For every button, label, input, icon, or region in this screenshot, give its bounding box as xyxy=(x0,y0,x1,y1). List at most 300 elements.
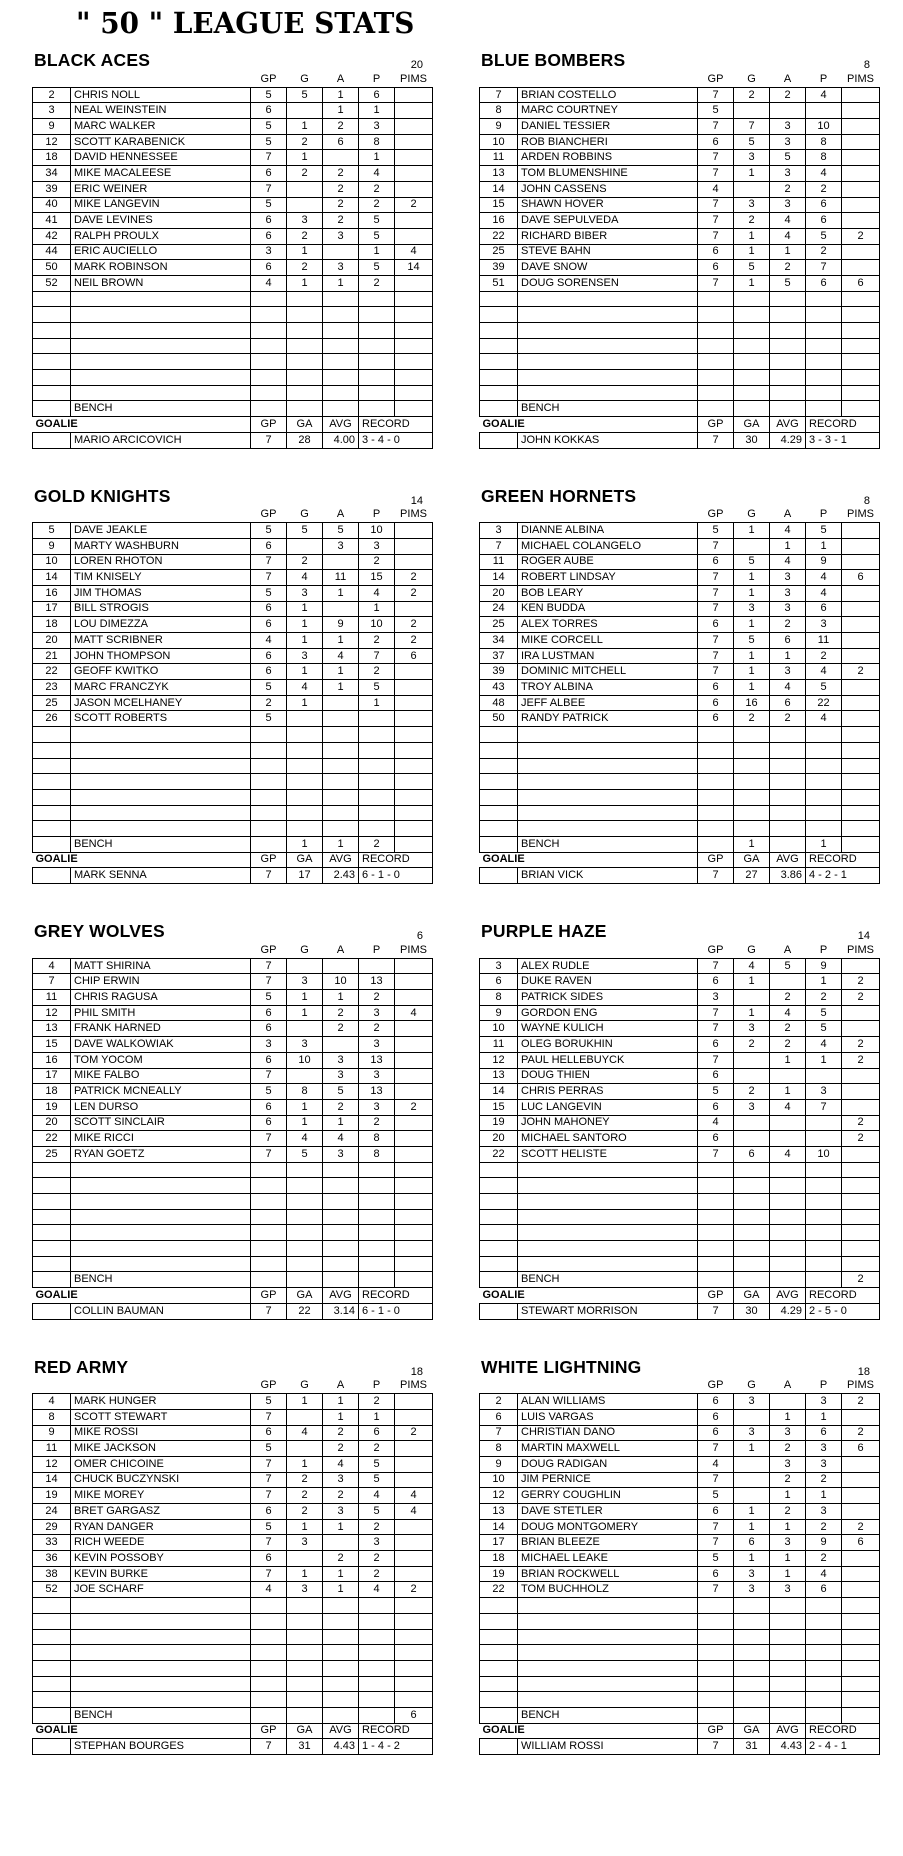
stat-pims-cell xyxy=(395,1598,433,1614)
player-number-cell xyxy=(480,1241,518,1257)
player-number-cell: 40 xyxy=(33,197,71,213)
goalie-label-cell: GOALIE xyxy=(482,853,525,866)
stat-a-cell: 2 xyxy=(770,260,806,276)
stat-p-cell: 2 xyxy=(359,1394,395,1410)
player-number-cell: 20 xyxy=(33,633,71,649)
player-number-cell xyxy=(480,370,518,386)
bench-g-cell xyxy=(734,1272,770,1288)
stat-gp-cell xyxy=(698,338,734,354)
stat-g-cell: 1 xyxy=(287,1099,323,1115)
stat-pims-cell xyxy=(842,213,880,229)
stat-p-cell: 4 xyxy=(806,585,842,601)
empty-row xyxy=(480,805,880,821)
stat-g-cell: 4 xyxy=(734,958,770,974)
stat-p-cell xyxy=(806,1660,842,1676)
goalie-header-record: RECORD xyxy=(359,417,433,433)
team-header xyxy=(479,921,880,943)
player-number-cell xyxy=(33,1676,71,1692)
player-number-cell: 16 xyxy=(33,585,71,601)
empty-row xyxy=(33,338,433,354)
empty-row xyxy=(480,789,880,805)
stat-a-cell: 1 xyxy=(770,1566,806,1582)
team-stats-table xyxy=(479,1379,880,1756)
stat-p-cell: 4 xyxy=(359,166,395,182)
stat-p-cell xyxy=(359,1613,395,1629)
player-name-cell xyxy=(71,789,251,805)
stat-p-cell xyxy=(359,385,395,401)
player-name-cell: DANIEL TESSIER xyxy=(518,119,698,135)
stat-p-cell xyxy=(359,1629,395,1645)
player-number-cell xyxy=(480,338,518,354)
stat-pims-cell: 4 xyxy=(395,1504,433,1520)
player-row xyxy=(480,1566,880,1582)
team-section xyxy=(32,486,433,885)
stat-p-cell: 2 xyxy=(806,1472,842,1488)
stat-gp-cell: 3 xyxy=(251,1037,287,1053)
player-number-cell xyxy=(33,774,71,790)
goalie-header-gp: GP xyxy=(251,1723,287,1739)
goalie-header-row xyxy=(480,1288,880,1304)
goalie-header-gp: GP xyxy=(251,852,287,868)
stat-a-cell xyxy=(770,805,806,821)
bench-number-cell xyxy=(33,401,71,417)
stat-p-cell xyxy=(806,1692,842,1708)
player-name-cell: JOHN CASSENS xyxy=(518,181,698,197)
player-row xyxy=(480,1037,880,1053)
player-number-cell: 14 xyxy=(480,1084,518,1100)
stat-p-cell xyxy=(806,821,842,837)
stat-gp-cell xyxy=(698,1194,734,1210)
goalie-avg-cell: 4.43 xyxy=(770,1739,806,1755)
stat-p-cell xyxy=(806,1115,842,1131)
bench-number-cell xyxy=(480,1272,518,1288)
player-row xyxy=(33,633,433,649)
stat-pims-cell xyxy=(395,727,433,743)
stat-a-cell xyxy=(770,1225,806,1241)
player-number-cell: 11 xyxy=(480,554,518,570)
goalie-header-ga: GA xyxy=(287,417,323,433)
bench-gp-cell xyxy=(251,401,287,417)
bench-a-cell xyxy=(770,836,806,852)
stat-p-cell xyxy=(806,1629,842,1645)
empty-row xyxy=(33,307,433,323)
player-row xyxy=(480,87,880,103)
stat-gp-cell: 6 xyxy=(251,1425,287,1441)
empty-row xyxy=(33,805,433,821)
stat-gp-cell xyxy=(698,1676,734,1692)
player-name-cell xyxy=(518,821,698,837)
bench-number-cell xyxy=(480,401,518,417)
stat-gp-cell: 5 xyxy=(251,711,287,727)
goalie-row xyxy=(33,868,433,884)
goalie-header-row xyxy=(480,417,880,433)
player-row xyxy=(33,680,433,696)
stat-a-cell xyxy=(323,291,359,307)
goalie-ga-cell: 22 xyxy=(287,1303,323,1319)
stat-gp-cell xyxy=(251,758,287,774)
stat-g-cell: 1 xyxy=(734,166,770,182)
stat-pims-cell xyxy=(842,166,880,182)
player-name-cell: JOHN MAHONEY xyxy=(518,1115,698,1131)
goalie-avg-cell: 3.86 xyxy=(770,868,806,884)
stat-g-cell xyxy=(734,1409,770,1425)
player-number-cell: 39 xyxy=(480,260,518,276)
stat-g-cell xyxy=(287,1068,323,1084)
stat-pims-cell xyxy=(842,680,880,696)
goalie-number-cell xyxy=(480,432,518,448)
bench-label-cell: BENCH xyxy=(71,1707,251,1723)
stat-gp-cell xyxy=(251,323,287,339)
player-name-cell: ROB BIANCHERI xyxy=(518,134,698,150)
empty-row xyxy=(33,758,433,774)
stat-gp-cell: 5 xyxy=(251,1084,287,1100)
player-number-cell: 42 xyxy=(33,228,71,244)
empty-row xyxy=(33,1241,433,1257)
player-name-cell: MARC COURTNEY xyxy=(518,103,698,119)
player-name-cell: PATRICK SIDES xyxy=(518,990,698,1006)
stat-g-cell: 4 xyxy=(287,680,323,696)
stat-pims-cell xyxy=(395,275,433,291)
stat-gp-cell: 7 xyxy=(251,1146,287,1162)
stat-pims-cell xyxy=(395,291,433,307)
stat-a-cell: 5 xyxy=(323,1084,359,1100)
player-row xyxy=(33,1535,433,1551)
stat-p-cell: 4 xyxy=(806,87,842,103)
stat-g-cell: 2 xyxy=(287,134,323,150)
player-name-cell: DAVE STETLER xyxy=(518,1504,698,1520)
team-header xyxy=(479,486,880,508)
player-number-cell: 22 xyxy=(480,1146,518,1162)
stat-gp-cell: 6 xyxy=(251,166,287,182)
player-number-cell xyxy=(33,821,71,837)
player-name-cell: OMER CHICOINE xyxy=(71,1456,251,1472)
stat-a-cell: 2 xyxy=(323,181,359,197)
player-row xyxy=(33,213,433,229)
bench-gp-cell xyxy=(698,1707,734,1723)
player-number-cell: 7 xyxy=(480,538,518,554)
stat-pims-cell xyxy=(395,711,433,727)
stat-pims-cell xyxy=(842,758,880,774)
header-p: P xyxy=(819,508,828,521)
player-name-cell xyxy=(71,291,251,307)
stat-p-cell xyxy=(359,370,395,386)
stat-g-cell: 2 xyxy=(287,1488,323,1504)
stat-g-cell xyxy=(734,1131,770,1147)
stat-pims-cell xyxy=(395,1209,433,1225)
bench-p-cell: 1 xyxy=(806,836,842,852)
stat-p-cell xyxy=(806,727,842,743)
player-name-cell: LEN DURSO xyxy=(71,1099,251,1115)
player-number-cell: 9 xyxy=(480,119,518,135)
player-number-cell xyxy=(480,1598,518,1614)
stat-a-cell: 4 xyxy=(770,554,806,570)
stat-pims-cell xyxy=(842,633,880,649)
player-row xyxy=(480,1099,880,1115)
stat-pims-cell xyxy=(842,1551,880,1567)
goalie-label-cell: GOALIE xyxy=(35,853,78,866)
player-name-cell xyxy=(518,1241,698,1257)
player-number-cell: 8 xyxy=(480,990,518,1006)
stat-g-cell: 4 xyxy=(287,1131,323,1147)
stat-gp-cell xyxy=(698,323,734,339)
header-p: P xyxy=(372,508,381,521)
stat-gp-cell xyxy=(251,307,287,323)
stat-gp-cell: 7 xyxy=(698,213,734,229)
player-number-cell: 7 xyxy=(33,974,71,990)
player-number-cell: 12 xyxy=(33,134,71,150)
empty-row xyxy=(480,1241,880,1257)
goalie-header-record: RECORD xyxy=(806,852,880,868)
stat-a-cell: 1 xyxy=(323,1115,359,1131)
player-name-cell xyxy=(71,1676,251,1692)
stat-p-cell: 13 xyxy=(359,1084,395,1100)
stat-p-cell xyxy=(359,1256,395,1272)
player-number-cell: 3 xyxy=(33,103,71,119)
player-name-cell: MARK HUNGER xyxy=(71,1394,251,1410)
stat-g-cell xyxy=(287,538,323,554)
stat-g-cell: 2 xyxy=(287,1472,323,1488)
stat-p-cell: 9 xyxy=(806,1535,842,1551)
stat-gp-cell: 7 xyxy=(251,1566,287,1582)
player-row xyxy=(480,1409,880,1425)
stat-gp-cell xyxy=(251,385,287,401)
stat-pims-cell xyxy=(395,166,433,182)
stat-a-cell: 2 xyxy=(770,87,806,103)
stat-g-cell xyxy=(287,1225,323,1241)
stat-p-cell xyxy=(359,805,395,821)
player-name-cell: MARC WALKER xyxy=(71,119,251,135)
stat-pims-cell xyxy=(842,370,880,386)
player-number-cell: 12 xyxy=(480,1052,518,1068)
stat-p-cell xyxy=(359,1225,395,1241)
stat-gp-cell: 6 xyxy=(251,213,287,229)
team-section xyxy=(32,921,433,1320)
stat-a-cell xyxy=(323,150,359,166)
stat-gp-cell xyxy=(251,805,287,821)
player-row xyxy=(33,990,433,1006)
stat-g-cell xyxy=(287,1551,323,1567)
stat-g-cell xyxy=(734,323,770,339)
goalie-record-cell: 1 - 4 - 2 xyxy=(359,1739,433,1755)
stat-pims-cell xyxy=(842,1676,880,1692)
stat-pims-cell: 2 xyxy=(395,1582,433,1598)
player-row xyxy=(480,974,880,990)
empty-row xyxy=(480,742,880,758)
bench-pims-cell xyxy=(842,401,880,417)
player-name-cell xyxy=(518,1645,698,1661)
stat-pims-cell xyxy=(395,87,433,103)
stat-gp-cell xyxy=(251,338,287,354)
player-number-cell xyxy=(33,291,71,307)
stat-pims-cell xyxy=(395,103,433,119)
player-row xyxy=(480,1535,880,1551)
header-g: G xyxy=(747,943,756,956)
stat-gp-cell: 7 xyxy=(698,197,734,213)
player-number-cell xyxy=(480,821,518,837)
team-section xyxy=(479,50,880,449)
goalie-header-gp: GP xyxy=(698,1723,734,1739)
bench-pims-cell xyxy=(395,836,433,852)
stat-p-cell: 3 xyxy=(359,1068,395,1084)
player-row xyxy=(480,119,880,135)
player-name-cell: MICHAEL LEAKE xyxy=(518,1551,698,1567)
stat-a-cell xyxy=(770,1629,806,1645)
stat-g-cell: 1 xyxy=(734,680,770,696)
stat-pims-cell xyxy=(842,87,880,103)
stat-g-cell xyxy=(287,1256,323,1272)
stat-g-cell xyxy=(734,821,770,837)
player-number-cell: 6 xyxy=(480,1409,518,1425)
stat-pims-cell: 6 xyxy=(842,1535,880,1551)
stat-gp-cell: 7 xyxy=(251,1535,287,1551)
player-name-cell: CHRISTIAN DANO xyxy=(518,1425,698,1441)
stat-p-cell xyxy=(359,1209,395,1225)
player-number-cell: 7 xyxy=(480,1425,518,1441)
stat-gp-cell: 6 xyxy=(251,648,287,664)
stat-pims-cell xyxy=(842,197,880,213)
stat-p-cell: 3 xyxy=(359,1005,395,1021)
bench-a-cell xyxy=(323,1707,359,1723)
stat-g-cell: 1 xyxy=(287,275,323,291)
player-name-cell: MIKE FALBO xyxy=(71,1068,251,1084)
player-number-cell: 10 xyxy=(480,1472,518,1488)
stat-gp-cell xyxy=(251,291,287,307)
player-number-cell xyxy=(33,385,71,401)
stat-a-cell xyxy=(770,1394,806,1410)
stat-a-cell xyxy=(323,1645,359,1661)
player-number-cell: 18 xyxy=(33,617,71,633)
player-name-cell xyxy=(518,1613,698,1629)
player-number-cell: 3 xyxy=(480,523,518,539)
player-number-cell: 34 xyxy=(480,633,518,649)
empty-row xyxy=(33,742,433,758)
stat-p-cell: 1 xyxy=(806,538,842,554)
player-name-cell xyxy=(71,1629,251,1645)
player-row xyxy=(480,213,880,229)
team-header xyxy=(479,1357,880,1379)
goalie-ga-cell: 30 xyxy=(734,432,770,448)
stat-p-cell: 5 xyxy=(359,260,395,276)
player-name-cell: TOM BUCHHOLZ xyxy=(518,1582,698,1598)
stat-p-cell xyxy=(806,789,842,805)
stat-g-cell xyxy=(287,1692,323,1708)
stat-pims-cell: 2 xyxy=(842,1037,880,1053)
header-gp: GP xyxy=(260,1379,277,1392)
stat-pims-cell xyxy=(395,1660,433,1676)
stat-pims-cell xyxy=(395,1084,433,1100)
header-spacer-cell xyxy=(33,943,251,958)
goalie-label-cell: GOALIE xyxy=(35,1288,78,1301)
header-gp: GP xyxy=(707,1379,724,1392)
stat-gp-cell xyxy=(698,1660,734,1676)
player-name-cell: BRIAN BLEEZE xyxy=(518,1535,698,1551)
bench-p-cell xyxy=(806,401,842,417)
empty-row xyxy=(480,821,880,837)
header-g: G xyxy=(300,1379,309,1392)
player-name-cell: LUC LANGEVIN xyxy=(518,1099,698,1115)
player-name-cell xyxy=(518,1598,698,1614)
goalie-ga-cell: 31 xyxy=(287,1739,323,1755)
stat-gp-cell xyxy=(698,1241,734,1257)
goalie-header-avg: AVG xyxy=(323,1288,359,1304)
team-badge-number: 18 xyxy=(410,1365,423,1378)
stat-a-cell: 1 xyxy=(323,680,359,696)
stat-a-cell: 1 xyxy=(770,1551,806,1567)
stat-a-cell: 3 xyxy=(770,570,806,586)
goalie-avg-cell: 2.43 xyxy=(323,868,359,884)
player-number-cell: 5 xyxy=(33,523,71,539)
page-title: " 50 " LEAGUE STATS xyxy=(76,6,415,40)
stat-pims-cell xyxy=(842,385,880,401)
stat-p-cell xyxy=(806,307,842,323)
stat-p-cell xyxy=(359,774,395,790)
stat-p-cell xyxy=(806,103,842,119)
goalie-name-cell: STEPHAN BOURGES xyxy=(71,1739,251,1755)
bench-pims-cell xyxy=(842,1707,880,1723)
stat-p-cell: 6 xyxy=(806,1582,842,1598)
goalie-label-cell: GOALIE xyxy=(482,1288,525,1301)
stat-a-cell xyxy=(770,1131,806,1147)
player-name-cell: MIKE JACKSON xyxy=(71,1441,251,1457)
stat-a-cell: 1 xyxy=(770,1409,806,1425)
player-name-cell: IRA LUSTMAN xyxy=(518,648,698,664)
stat-gp-cell xyxy=(698,291,734,307)
goalie-avg-cell: 4.00 xyxy=(323,432,359,448)
goalie-avg-cell: 4.43 xyxy=(323,1739,359,1755)
goalie-name-cell: BRIAN VICK xyxy=(518,868,698,884)
stat-gp-cell: 6 xyxy=(251,260,287,276)
stat-g-cell: 6 xyxy=(734,1535,770,1551)
stat-g-cell: 3 xyxy=(734,1582,770,1598)
empty-row xyxy=(33,774,433,790)
stat-pims-cell xyxy=(395,1692,433,1708)
stat-p-cell: 5 xyxy=(359,680,395,696)
header-g: G xyxy=(300,943,309,956)
stat-pims-cell xyxy=(395,958,433,974)
stat-pims-cell xyxy=(842,1692,880,1708)
stat-pims-cell xyxy=(842,1241,880,1257)
stat-gp-cell xyxy=(698,370,734,386)
stat-pims-cell xyxy=(842,789,880,805)
stat-p-cell: 4 xyxy=(806,570,842,586)
player-name-cell: ROGER AUBE xyxy=(518,554,698,570)
stat-gp-cell: 6 xyxy=(251,664,287,680)
team-badge-number: 18 xyxy=(857,1365,870,1378)
stat-p-cell: 9 xyxy=(806,554,842,570)
stat-gp-cell: 6 xyxy=(251,601,287,617)
team-badge-number: 14 xyxy=(410,494,423,507)
stat-p-cell xyxy=(806,1131,842,1147)
player-row xyxy=(33,1456,433,1472)
empty-row xyxy=(480,1629,880,1645)
header-a: A xyxy=(336,943,345,956)
player-name-cell: MICHAEL SANTORO xyxy=(518,1131,698,1147)
player-number-cell xyxy=(480,742,518,758)
stat-p-cell xyxy=(359,958,395,974)
stat-gp-cell: 6 xyxy=(251,1115,287,1131)
stat-a-cell xyxy=(323,711,359,727)
player-name-cell: RALPH PROULX xyxy=(71,228,251,244)
empty-row xyxy=(33,1660,433,1676)
stat-g-cell xyxy=(734,1456,770,1472)
stat-pims-cell: 14 xyxy=(395,260,433,276)
stat-a-cell xyxy=(323,1692,359,1708)
stat-gp-cell: 5 xyxy=(251,990,287,1006)
empty-row xyxy=(33,789,433,805)
stat-pims-cell xyxy=(395,1535,433,1551)
stat-a-cell: 1 xyxy=(323,87,359,103)
stat-g-cell xyxy=(287,1409,323,1425)
